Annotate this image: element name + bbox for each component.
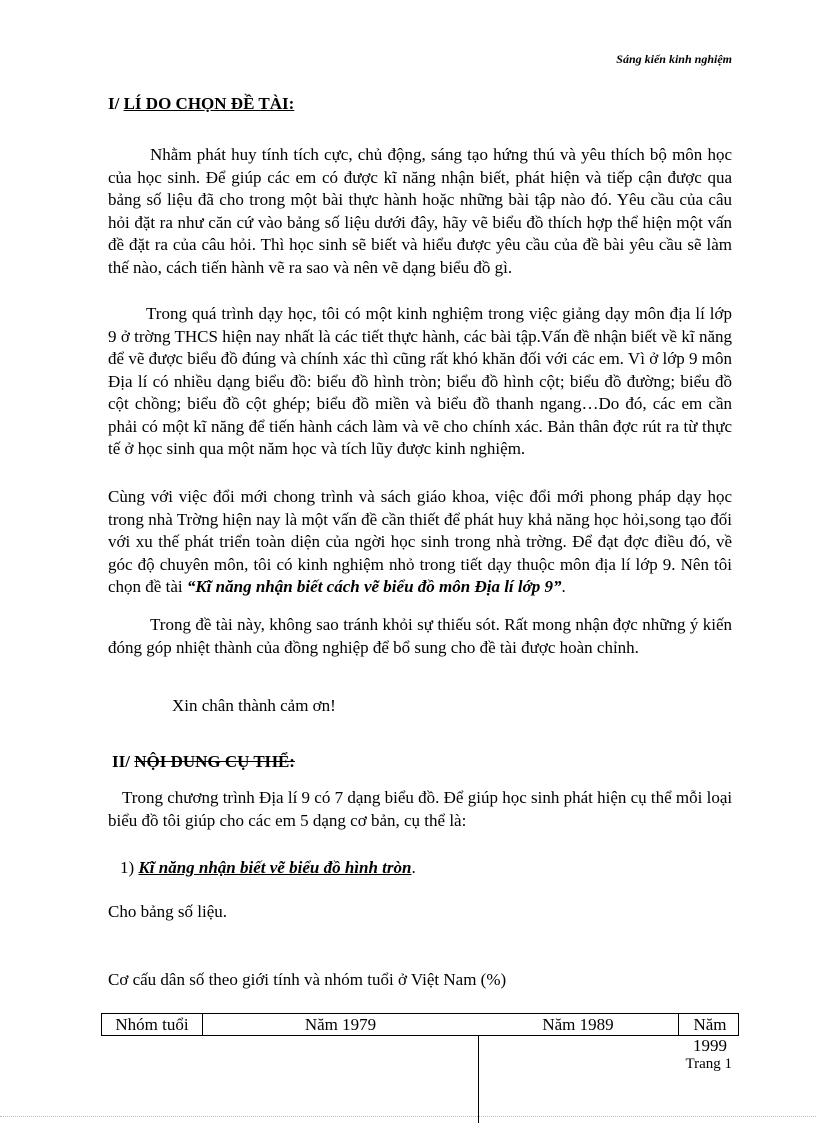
paragraph-3-text: Cùng với việc đổi mới chong trình và sách giáo khoa, việc đổi mới phong pháp dạy học trong nhà Trờng hiện nay là một vấn đề cần thiết để phát huy khả năng học hỏi,song tạo đối với xu thế phát triển toàn diện của ngời học sinh trong nhà trờng. Để đạt đợc điều đó, về góc độ chuyên môn, tôi có kinh nghiệm nhỏ trong tiết dạy thuộc môn địa lí lớp 9. Nên tôi chọn đề tài [108,487,732,596]
section-2-heading [112,752,295,772]
population-table [101,1013,739,1055]
paragraph-2: Trong quá trình dạy học, tôi có một kinh nghiệm trong việc giảng dạy môn địa lí lớp 9 ở trờng THCS hiện nay nhất là các tiết thực hành, các bài tập.Vấn đề nhận biết về kĩ năng để vẽ được biểu đồ đúng và chính xác thì cũng rất khó khăn đối với các em. Vì ở lớp 9 môn Địa lí có nhiều dạng biểu đồ: biểu đồ hình tròn; biểu đồ hình cột; biểu đồ đường; biểu đồ cột chồng; biểu đồ cột ghép; biểu đồ miền và biểu đồ thanh ngang…Do đó, các em cần phải có một kĩ năng để tiến hành cách làm và vẽ cho chính xác. Bản thân đợc rút ra từ thực tế ở học sinh qua một năm học và tích lũy được kinh nghiệm. [108,304,732,458]
section-2-number: II/ [112,752,130,771]
section-1-heading [108,94,294,114]
section-2-title: NỘI DUNG CỤ THỂ: [134,752,295,771]
table-divider [478,1036,479,1123]
table-header-cell: Nhóm tuổi [102,1014,203,1035]
page-header: Sáng kiến kinh nghiệm [616,52,732,66]
table-header-cell: Năm 1979 [304,1015,377,1034]
paragraph-4: Trong đề tài này, không sao tránh khỏi sự thiếu sót. Rất mong nhận đợc những ý kiến đóng góp nhiệt thành của đồng nghiệp để bổ sung cho đề tài được hoàn chỉnh. [108,615,732,657]
thanks-line: Xin chân thành cảm ơn! [172,696,336,715]
table-caption: Cơ cấu dân số theo giới tính và nhóm tuổi ở Việt Nam (%) [108,970,507,989]
table-header-cell: Năm 1999 [678,1014,741,1035]
item-1-end: . [411,858,416,877]
item-1-number: 1) [120,858,135,877]
table-intro: Cho bảng số liệu. [108,902,227,921]
page-number: Trang 1 [685,1056,732,1072]
section-1-title: LÍ DO CHỌN ĐỀ TÀI: [123,94,295,113]
paragraph-3 [108,486,732,599]
table-header-cell: Năm 1989 [542,1015,614,1034]
item-1-title: Kĩ năng nhận biết vẽ biểu đồ hình tròn [138,858,412,877]
page-break-line [0,1116,816,1117]
paragraph-5: Trong chương trình Địa lí 9 có 7 dạng biểu đồ. Để giúp học sinh phát hiện cụ thể mỗi loại biểu đồ tôi giúp cho các em 5 dạng cơ bản, cụ thể là: [108,788,733,830]
paragraph-1: Nhằm phát huy tính tích cực, chủ động, sáng tạo hứng thú và yêu thích bộ môn học của học sinh. Để giúp các em có được kĩ năng nhận biết, phát hiện và tiếp cận được qua bảng số liệu đã cho trong một bài thực hành hoặc những bài tập nào đó. Yêu cầu của câu hỏi đặt ra như căn cứ vào bảng số liệu dưới đây, hãy vẽ biểu đồ thích hợp thể hiện một vấn đề đặt ra của câu hỏi. Thì học sinh sẽ biết và hiểu được yêu cầu của đề bài yêu cầu sẽ làm thế nào, cách tiến hành vẽ ra sao và nên vẽ dạng biểu đồ gì. [108,145,732,277]
item-1-heading [120,858,416,878]
topic-title: “Kĩ năng nhận biết cách vẽ biểu đồ môn Địa lí lớp 9” [186,577,562,596]
section-1-number: I/ [108,94,120,113]
paragraph-3-end: . [561,577,566,596]
